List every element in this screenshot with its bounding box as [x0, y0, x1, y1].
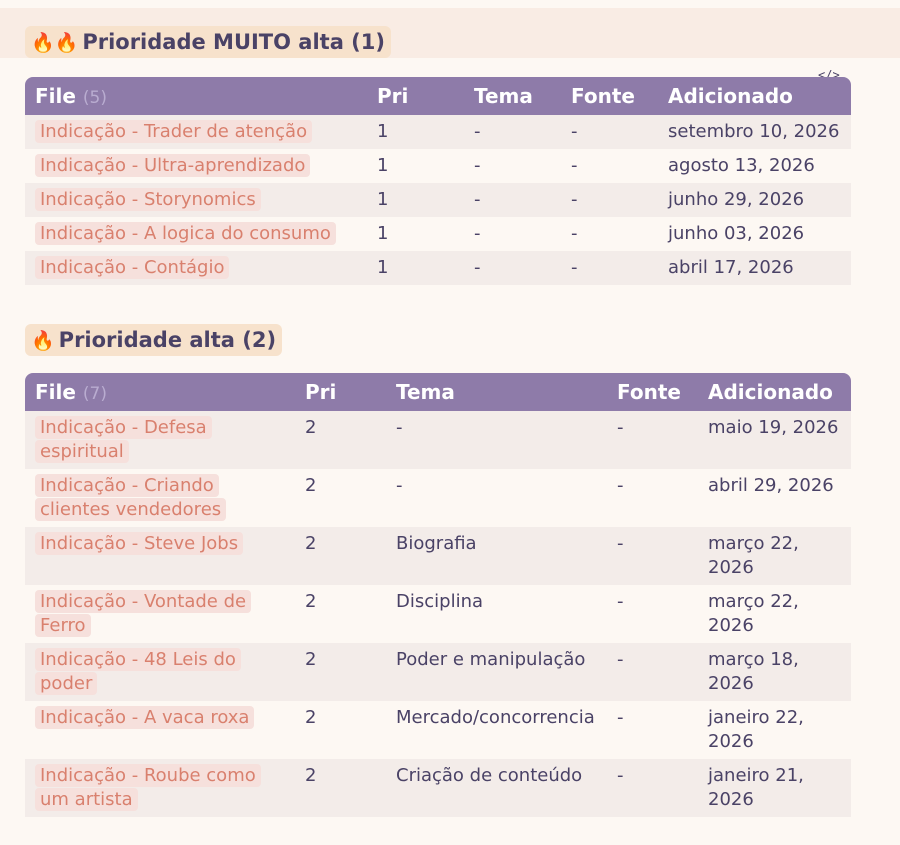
- pri-cell: 2: [305, 707, 317, 728]
- fire-icon: 🔥🔥: [31, 32, 79, 54]
- column-header-pri[interactable]: Pri: [377, 84, 409, 108]
- column-header-tema[interactable]: Tema: [474, 84, 533, 108]
- table-row: [25, 701, 851, 759]
- added-cell: abril 17, 2026: [668, 257, 794, 278]
- file-link[interactable]: Indicação - Criando clientes vendedores: [35, 474, 226, 521]
- tema-cell: -: [474, 257, 481, 278]
- pri-cell: 1: [377, 257, 389, 278]
- fonte-cell: -: [571, 189, 578, 210]
- tema-cell: -: [474, 189, 481, 210]
- added-cell: março 22, 2026: [708, 533, 799, 578]
- column-header-adicionado[interactable]: Adicionado: [708, 380, 833, 404]
- section1-table: [25, 77, 851, 285]
- pri-cell: 2: [305, 475, 317, 496]
- fonte-cell: -: [571, 223, 578, 244]
- row-count: (7): [82, 384, 107, 404]
- fonte-cell: -: [571, 257, 578, 278]
- fonte-cell: -: [617, 417, 624, 438]
- fonte-cell: -: [617, 707, 624, 728]
- column-header-fonte[interactable]: Fonte: [617, 380, 681, 404]
- section1-title: [25, 26, 391, 58]
- pri-cell: 2: [305, 649, 317, 670]
- pri-cell: 2: [305, 765, 317, 786]
- file-link[interactable]: Indicação - Storynomics: [35, 188, 261, 211]
- tema-cell: -: [396, 475, 403, 496]
- tema-cell: -: [474, 155, 481, 176]
- added-cell: janeiro 22, 2026: [708, 707, 804, 752]
- column-header-pri[interactable]: Pri: [305, 380, 337, 404]
- fonte-cell: -: [571, 155, 578, 176]
- tema-cell: Biografia: [396, 533, 477, 554]
- table-header-row: [25, 77, 851, 115]
- added-cell: maio 19, 2026: [708, 417, 839, 438]
- table-row: [25, 149, 851, 183]
- file-link[interactable]: Indicação - Contágio: [35, 256, 229, 279]
- added-cell: junho 03, 2026: [668, 223, 805, 244]
- table-row: [25, 527, 851, 585]
- tema-cell: Poder e manipulação: [396, 649, 586, 670]
- section2-table: [25, 373, 851, 817]
- column-header-fonte[interactable]: Fonte: [571, 84, 635, 108]
- pri-cell: 1: [377, 189, 389, 210]
- table-row: [25, 643, 851, 701]
- added-cell: janeiro 21, 2026: [708, 765, 804, 810]
- fonte-cell: -: [617, 765, 624, 786]
- section1-title-text: Prioridade MUITO alta (1): [82, 30, 385, 54]
- table-row: [25, 115, 851, 149]
- pri-cell: 2: [305, 417, 317, 438]
- fonte-cell: -: [617, 591, 624, 612]
- tema-cell: -: [396, 417, 403, 438]
- section2-title: [25, 324, 282, 356]
- file-link[interactable]: Indicação - 48 Leis do poder: [35, 648, 241, 695]
- table-row: [25, 585, 851, 643]
- added-cell: abril 29, 2026: [708, 475, 834, 496]
- fire-icon: 🔥: [31, 330, 55, 352]
- added-cell: junho 29, 2026: [668, 189, 805, 210]
- column-header-tema[interactable]: Tema: [396, 380, 455, 404]
- table-header-row: [25, 373, 851, 411]
- added-cell: agosto 13, 2026: [668, 155, 815, 176]
- added-cell: setembro 10, 2026: [668, 121, 840, 142]
- table-row: [25, 217, 851, 251]
- row-count: (5): [82, 88, 107, 108]
- file-link[interactable]: Indicação - Defesa espiritual: [35, 416, 212, 463]
- section2-title-text: Prioridade alta (2): [58, 328, 277, 352]
- table-row: [25, 411, 851, 469]
- tema-cell: Disciplina: [396, 591, 484, 612]
- fonte-cell: -: [617, 533, 624, 554]
- table-row: [25, 183, 851, 217]
- table-row: [25, 469, 851, 527]
- code-view-icon[interactable]: </>: [818, 68, 840, 82]
- pri-cell: 1: [377, 121, 389, 142]
- file-link[interactable]: Indicação - Steve Jobs: [35, 532, 243, 555]
- table-row: [25, 251, 851, 285]
- tema-cell: -: [474, 121, 481, 142]
- file-link[interactable]: Indicação - Roube como um artista: [35, 764, 261, 811]
- pri-cell: 2: [305, 533, 317, 554]
- column-header-file[interactable]: File (7): [35, 380, 107, 404]
- tema-cell: Criação de conteúdo: [396, 765, 583, 786]
- file-link[interactable]: Indicação - A vaca roxa: [35, 706, 254, 729]
- pri-cell: 1: [377, 223, 389, 244]
- tema-cell: Mercado/concorrencia: [396, 707, 595, 728]
- file-link[interactable]: Indicação - Trader de atenção: [35, 120, 312, 143]
- fonte-cell: -: [571, 121, 578, 142]
- pri-cell: 1: [377, 155, 389, 176]
- fonte-cell: -: [617, 475, 624, 496]
- fonte-cell: -: [617, 649, 624, 670]
- file-link[interactable]: Indicação - Vontade de Ferro: [35, 590, 251, 637]
- file-link[interactable]: Indicação - A logica do consumo: [35, 222, 336, 245]
- pri-cell: 2: [305, 591, 317, 612]
- file-link[interactable]: Indicação - Ultra-aprendizado: [35, 154, 310, 177]
- column-header-adicionado[interactable]: Adicionado: [668, 84, 793, 108]
- table-row: [25, 759, 851, 817]
- added-cell: março 22, 2026: [708, 591, 799, 636]
- added-cell: março 18, 2026: [708, 649, 799, 694]
- column-header-file[interactable]: File (5): [35, 84, 107, 108]
- tema-cell: -: [474, 223, 481, 244]
